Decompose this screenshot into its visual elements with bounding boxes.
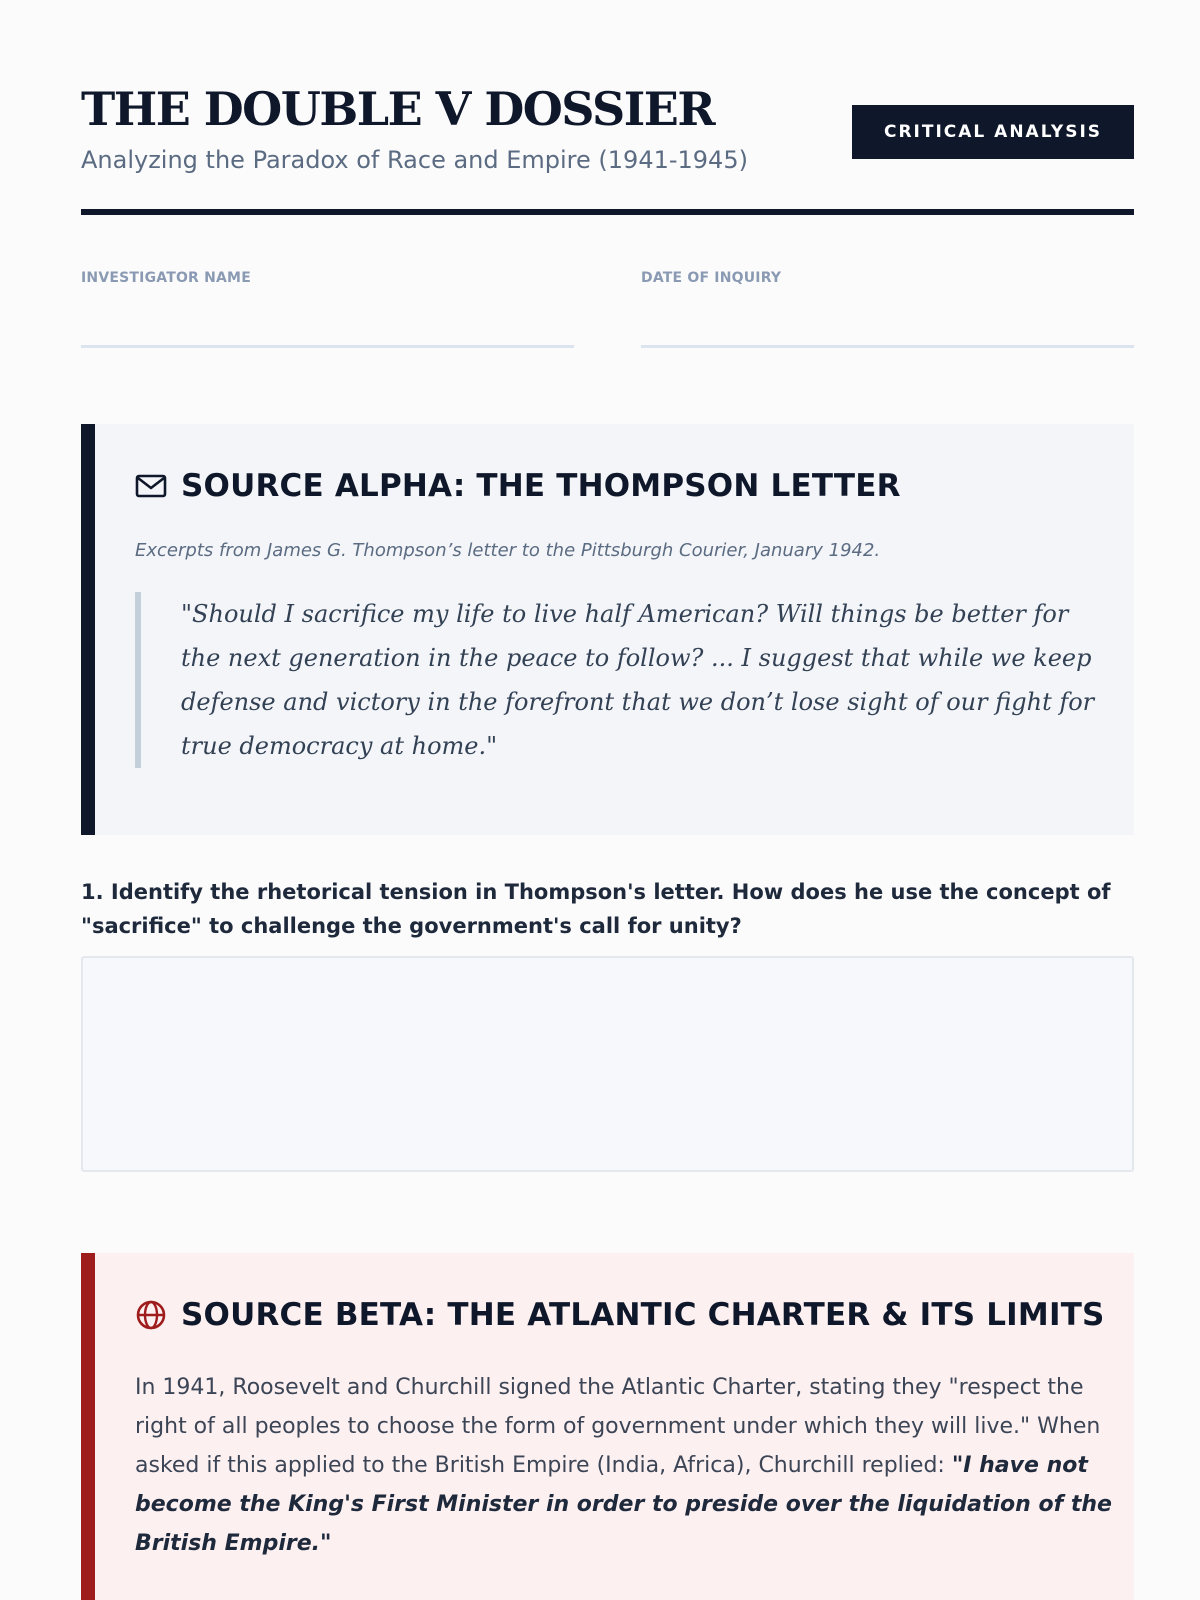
source-alpha-heading xyxy=(135,468,901,504)
investigator-name-label: INVESTIGATOR NAME xyxy=(81,270,251,286)
source-alpha-card xyxy=(81,424,1134,835)
source-beta-card xyxy=(81,1253,1134,1600)
worksheet-page xyxy=(81,0,1134,1556)
date-field-group xyxy=(641,270,1134,348)
source-beta-title: SOURCE BETA: THE ATLANTIC CHARTER & ITS LIMITS xyxy=(181,1297,1105,1333)
investigator-name-input[interactable] xyxy=(81,304,574,348)
source-beta-body xyxy=(135,1368,1115,1563)
investigator-field-group xyxy=(81,270,574,348)
source-alpha-caption: Excerpts from James G. Thompson’s letter to the Pittsburgh Courier, January 1942. xyxy=(135,540,881,561)
thompson-quote: "Should I sacrifice my life to live half American? Will things be better for the next generation in the peace to follow? ... I suggest that while we keep defense and victory in the forefront that we don’t lose sight of our fight for true democracy at home." xyxy=(135,592,1095,768)
churchill-quote: "I have not become the King's First Minister in order to preside over the liquidation of the British Empire." xyxy=(135,1453,1112,1556)
date-of-inquiry-input[interactable] xyxy=(641,304,1134,348)
header xyxy=(81,0,1134,218)
page-subtitle: Analyzing the Paradox of Race and Empire (1941-1945) xyxy=(81,146,748,174)
date-of-inquiry-label: DATE OF INQUIRY xyxy=(641,270,782,286)
question-1-prompt: 1. Identify the rhetorical tension in Thompson's letter. How does he use the concept of "sacrifice" to challenge the government's call for unity? xyxy=(81,880,1111,938)
envelope-icon xyxy=(135,470,167,502)
critical-analysis-badge: CRITICAL ANALYSIS xyxy=(852,105,1134,159)
header-divider xyxy=(81,209,1134,215)
page-title: THE DOUBLE V DOSSIER xyxy=(81,82,715,136)
globe-icon xyxy=(135,1299,167,1331)
info-fields xyxy=(81,270,1134,360)
source-alpha-title: SOURCE ALPHA: THE THOMPSON LETTER xyxy=(181,468,901,504)
question-1-answer-field[interactable] xyxy=(81,956,1134,1172)
source-beta-text: In 1941, Roosevelt and Churchill signed the Atlantic Charter, stating they "respect the right of all peoples to choose the form of government under which they will live." When asked if this applied to the British Empire (India, Africa), Churchill replied: xyxy=(135,1375,1101,1478)
source-beta-heading xyxy=(135,1297,1105,1333)
